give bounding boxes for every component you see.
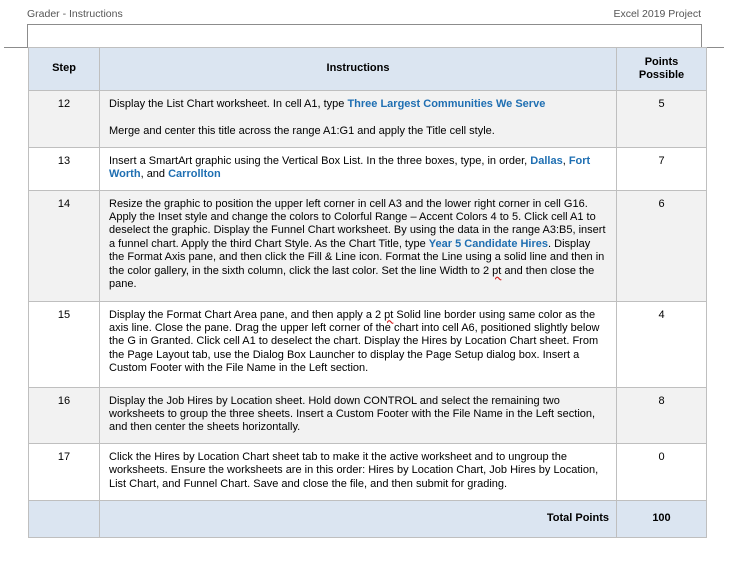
instruction-text-part: Insert a SmartArt graphic using the Vertical Box List. In the three boxes, type, in order,: [109, 154, 531, 167]
header-left-title: Grader - Instructions: [27, 8, 123, 20]
col-header-points: [617, 48, 707, 91]
step-number: 16: [29, 387, 100, 443]
highlighted-value: Fort Worth: [109, 154, 591, 181]
instruction-text-part: Display the Format Chart Area pane, and then apply a 2: [109, 308, 385, 321]
instruction-cell: [100, 190, 617, 301]
instruction-text-part: . Display the Format Axis pane, and then click the Fill & Line icon. Format the Line using a solid line and then in the color gallery, in the sixth column, click the last color. Set the line Width to 2: [109, 237, 605, 277]
col-header-points-line2: Possible: [638, 69, 685, 81]
table-row: [29, 301, 707, 387]
points-value: 4: [617, 301, 707, 387]
table-row: [29, 147, 707, 190]
instruction-text: [109, 155, 607, 182]
instruction-cell: [100, 301, 617, 387]
instruction-cell: [100, 147, 617, 190]
instruction-text: Display the Job Hires by Location sheet. Hold down CONTROL and select the remaining two worksheets to group the three sheets. Insert a Custom Footer with the File Name in the Left section, and then center the sheets horizontally.: [109, 394, 596, 434]
col-header-instructions: Instructions: [100, 48, 617, 91]
col-header-step: Step: [29, 48, 100, 91]
step-number: 17: [29, 443, 100, 500]
points-value: 7: [617, 147, 707, 190]
step-number: 13: [29, 147, 100, 190]
table-row: [29, 387, 707, 443]
instruction-text-part: , and: [140, 168, 169, 181]
instruction-text: [109, 198, 607, 292]
points-value: 8: [617, 387, 707, 443]
step-number: 12: [29, 91, 100, 148]
total-spacer: [29, 500, 100, 537]
spellcheck-word: pt: [384, 308, 394, 321]
instruction-cell: [100, 443, 617, 500]
total-row: [29, 500, 707, 537]
table-header-row: [29, 48, 707, 91]
instruction-text-part: and then close the pane.: [109, 264, 595, 291]
instruction-text: [109, 309, 607, 376]
total-value: 100: [617, 500, 707, 537]
instruction-cell: [100, 387, 617, 443]
header-box: [27, 24, 702, 48]
highlighted-value: Three Largest Communities We Serve: [347, 98, 546, 110]
instruction-text-part: Resize the graphic to position the upper left corner in cell A3 and the lower right corner in cell G16. Apply the Inset style and change the colors to Colorful Range – Accent Colors 4 to 5. Click cell A1 to deselect the graphic. Display the Funnel Chart worksheet. By using the data in the range A3:B5, insert a funnel chart. Apply the third Chart Style. As the Chart Title, type: [109, 197, 606, 250]
spellcheck-word: pt: [492, 264, 502, 277]
table-row: [29, 190, 707, 301]
points-value: 6: [617, 190, 707, 301]
step-number: 15: [29, 301, 100, 387]
total-label: Total Points: [100, 500, 617, 537]
instruction-text: [109, 98, 607, 111]
instruction-text: Merge and center this title across the range A1:G1 and apply the Title cell style.: [109, 125, 495, 138]
highlighted-value: Carrollton: [168, 168, 221, 181]
header-right-title: Excel 2019 Project: [613, 8, 701, 20]
instruction-text-part: Display the List Chart worksheet. In cell A1, type: [109, 98, 348, 110]
points-value: 5: [617, 91, 707, 148]
highlighted-value: Dallas: [530, 154, 563, 167]
instruction-cell: [100, 91, 617, 148]
instruction-text-part: ,: [562, 154, 569, 167]
highlighted-value: Year 5 Candidate Hires: [428, 237, 549, 250]
points-value: 0: [617, 443, 707, 500]
table-row: [29, 443, 707, 500]
instructions-table: [28, 47, 707, 538]
col-header-points-line1: Points: [644, 55, 679, 68]
table-row: [29, 91, 707, 148]
step-number: 14: [29, 190, 100, 301]
instruction-text: Click the Hires by Location Chart sheet tab to make it the active worksheet and to ungroup the worksheets. Ensure the worksheets are in this order: Hires by Location Chart, Job Hires by Location, List Chart, and Funnel Chart. Save and close the file, and then submit for grading.: [109, 450, 599, 490]
instruction-text-part: Solid line border using same color as the axis line. Close the pane. Drag the upper left corner of the chart into cell A6, positioned slightly below the G in Granted. Click cell A1 to deselect the chart. Display the Hires by Location Chart sheet. From the Page Layout tab, use the Dialog Box Launcher to display the Page Setup dialog box. Insert a Custom Footer with the File Name in the Left section.: [109, 308, 600, 375]
